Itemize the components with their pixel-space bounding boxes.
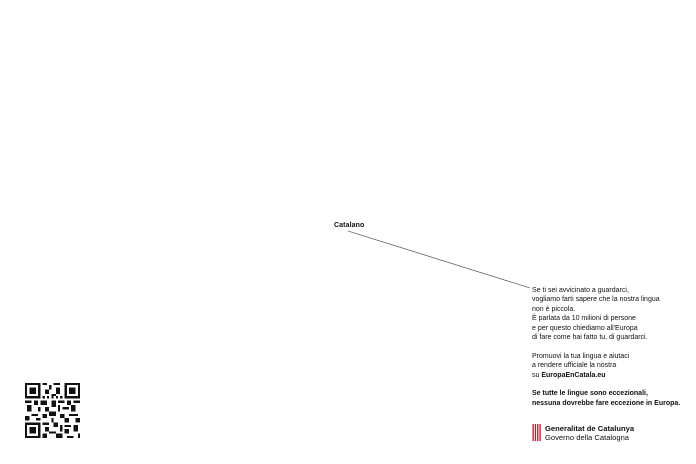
slogan-line: nessuna dovrebbe fare eccezione in Europa. (532, 399, 681, 407)
body-line: È parlata da 10 milioni di persone (532, 315, 636, 323)
body-line: e per questo chiediamo all'Europa (532, 324, 638, 332)
website-link[interactable]: EuropaEnCatala.eu (541, 371, 606, 379)
body-line: di fare come hai fatto tu, di guardarci. (532, 334, 648, 342)
message-block (532, 286, 692, 408)
generalitat-logo-icon (532, 424, 541, 441)
link-prefix: su (532, 371, 542, 379)
body-line: vogliamo farti sapere che la nostra lingua (532, 296, 660, 304)
org-subtitle: Governo della Catalogna (545, 433, 630, 442)
body-line: Se ti sei avvicinato a guardarci, (532, 287, 629, 294)
body-line: Promuovi la tua lingua e aiutaci (532, 352, 630, 360)
language-label: Catalano (334, 222, 365, 229)
qr-code-icon (25, 383, 80, 438)
body-line: non è piccola. (532, 305, 576, 313)
body-line-link-row (532, 371, 692, 380)
body-line: a rendere ufficiale la nostra (532, 362, 617, 370)
slogan-line: Se tutte le lingue sono eccezionali, (532, 390, 648, 398)
org-name: Generalitat de Catalunya (545, 424, 635, 433)
signature (532, 424, 634, 442)
